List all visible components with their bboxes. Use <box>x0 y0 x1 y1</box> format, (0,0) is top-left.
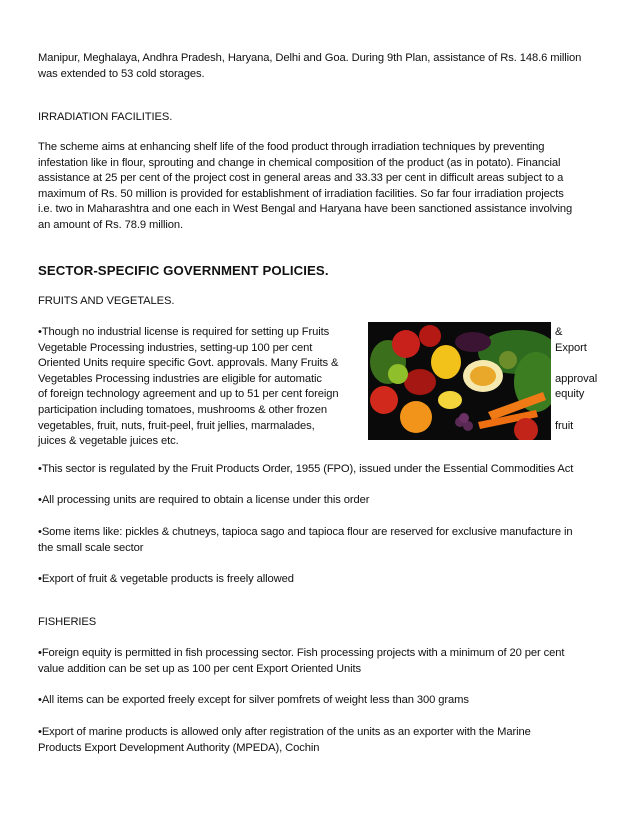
fruits-vegetables-photo <box>368 322 551 440</box>
text-line: •Some items like: pickles & chutneys, tapioca sago and tapioca flour are reserved for exclusive manufacture in <box>38 526 573 538</box>
fisheries-bullet-export <box>38 693 603 709</box>
text-line: •Export of marine products is allowed only after registration of the units as an exporter with the Marine <box>38 726 531 738</box>
text-line: •All items can be exported freely except for silver pomfrets of weight less than 300 grams <box>38 694 469 706</box>
fruits-bullet-fpo <box>38 462 603 478</box>
right-word: Export <box>555 341 587 354</box>
fruits-bullet-export <box>38 572 603 588</box>
text-line: the small scale sector <box>38 541 144 554</box>
text-line: •This sector is regulated by the Fruit Products Order, 1955 (FPO), issued under the Essential Commodities Act <box>38 463 574 475</box>
text-line: •All processing units are required to obtain a license under this order <box>38 494 370 506</box>
right-word: & <box>555 326 563 338</box>
text-line: Oriented Units require specific Govt. approvals. Many Fruits & <box>38 357 339 370</box>
right-word <box>555 403 603 419</box>
irradiation-section <box>38 110 603 126</box>
text-line: participation including tomatoes, mushrooms & other frozen <box>38 403 327 416</box>
fruits-bullet-license <box>38 493 603 509</box>
text-line: of foreign technology agreement and up to 51 per cent foreign <box>38 388 339 401</box>
right-word <box>555 356 603 372</box>
right-word: fruit <box>555 419 574 432</box>
fisheries-heading: FISHERIES <box>38 616 97 628</box>
fruits-vegetables-image <box>368 322 551 440</box>
fruits-bullet-reserved <box>38 525 603 556</box>
text-line: vegetables, fruit, nuts, fruit-peel, fruit jellies, marmalades, <box>38 419 315 432</box>
fruits-first-bullet <box>38 325 603 451</box>
text-line: value addition can be set up as 100 per cent Export Oriented Units <box>38 662 362 675</box>
fruits-heading: FRUITS AND VEGETALES. <box>38 295 175 307</box>
text-line: Products Export Development Authority (MPEDA), Cochin <box>38 741 320 754</box>
fruits-right-column <box>555 325 603 434</box>
text-line: •Foreign equity is permitted in fish processing sector. Fish processing projects with a minimum of 20 per cent <box>38 647 565 659</box>
right-word: equity <box>555 388 585 401</box>
sector-heading-block <box>38 263 603 279</box>
text-line: •Export of fruit & vegetable products is freely allowed <box>38 573 294 585</box>
irradiation-heading: IRRADIATION FACILITIES. <box>38 111 173 123</box>
text-line: was extended to 53 cold storages. <box>38 67 205 80</box>
fisheries-bullet-mpeda <box>38 725 603 756</box>
text-line: infestation like in flour, sprouting and change in chemical composition of the product (as in potato). Financial <box>38 156 561 169</box>
intro-paragraph <box>38 51 603 82</box>
text-line: •Though no industrial license is required for setting up Fruits <box>38 326 330 338</box>
right-word: approval <box>555 372 598 385</box>
fisheries-bullet-equity <box>38 646 603 677</box>
text-line: Vegetables Processing industries are eligible for automatic <box>38 372 322 385</box>
text-line: juices & vegetable juices etc. <box>38 435 179 448</box>
text-line: The scheme aims at enhancing shelf life of the food product through irradiation techniques by preventing <box>38 141 545 153</box>
text-line: Manipur, Meghalaya, Andhra Pradesh, Haryana, Delhi and Goa. During 9th Plan, assistance of Rs. 148.6 million <box>38 52 582 64</box>
text-line: assistance at 25 per cent of the project cost in general areas and 33.33 per cent in difficult areas subject to a <box>38 172 564 185</box>
fruits-heading-block <box>38 294 603 310</box>
sector-heading: SECTOR-SPECIFIC GOVERNMENT POLICIES. <box>38 263 329 278</box>
text-line: i.e. two in Maharashtra and one each in West Bengal and Haryana have been sanctioned assistance involving <box>38 203 573 216</box>
text-line: an amount of Rs. 78.9 million. <box>38 218 183 231</box>
fisheries-heading-block <box>38 615 603 631</box>
irradiation-paragraph <box>38 140 603 234</box>
text-line: maximum of Rs. 50 million is provided for establishment of irradiation facilities. So far four irradiation projects <box>38 187 564 200</box>
text-line: Vegetable Processing industries, setting-up 100 per cent <box>38 341 313 354</box>
fruits-left-column <box>38 325 368 450</box>
